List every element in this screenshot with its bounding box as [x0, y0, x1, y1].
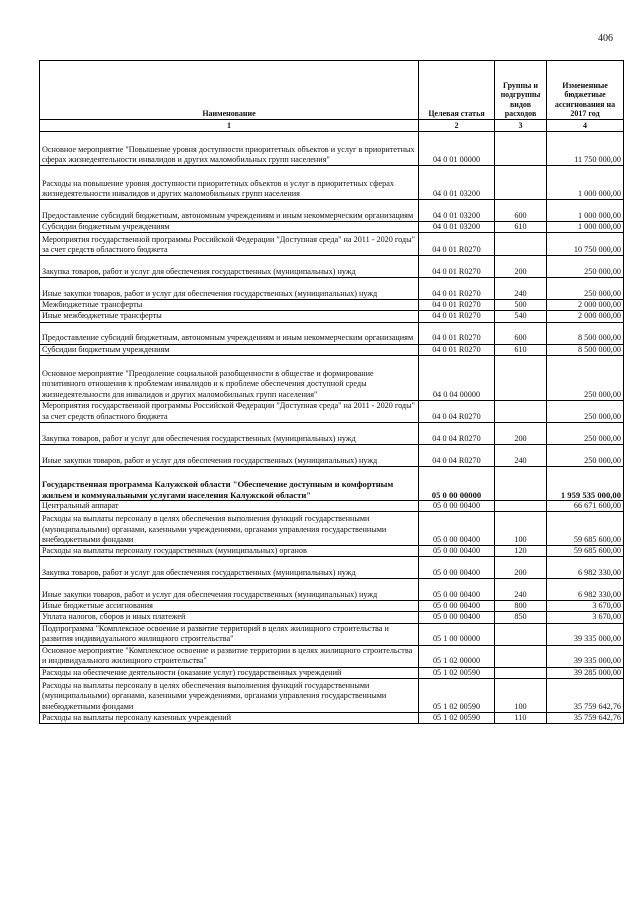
row-name: Центральный аппарат: [40, 500, 419, 511]
table-row: [40, 400, 624, 422]
row-code: 05 0 00 00400: [419, 546, 495, 557]
row-amount: 6 982 330,00: [547, 557, 624, 579]
row-group: 610: [495, 222, 547, 233]
row-amount: 39 335 000,00: [547, 645, 624, 667]
row-group: 100: [495, 678, 547, 712]
row-amount: 8 500 000,00: [547, 322, 624, 344]
table-row: [40, 200, 624, 222]
table-row: [40, 233, 624, 256]
table-row: [40, 612, 624, 623]
table-row: [40, 444, 624, 466]
row-amount: 250 000,00: [547, 422, 624, 444]
row-amount: 59 685 600,00: [547, 546, 624, 557]
row-name: Закупка товаров, работ и услуг для обеспечения государственных (муниципальных) нужд: [40, 256, 419, 278]
budget-table: [39, 60, 624, 724]
row-group: 600: [495, 200, 547, 222]
table-row: [40, 623, 624, 645]
row-name: Основное мероприятие "Комплексное освоение и развитие территории в целях жилищного строительства и индивидуального жилищного строительства": [40, 645, 419, 667]
row-amount: 66 671 600,00: [547, 500, 624, 511]
row-amount: 250 000,00: [547, 444, 624, 466]
row-name: Расходы на повышение уровня доступности приоритетных объектов и услуг в приоритетных сферах жизнедеятельности инвалидов и других маломобильных групп населения: [40, 166, 419, 200]
row-amount: 39 335 000,00: [547, 623, 624, 645]
row-amount: 1 000 000,00: [547, 222, 624, 233]
table-row: [40, 322, 624, 344]
table-row: [40, 278, 624, 300]
table-row: [40, 712, 624, 723]
row-name: Иные закупки товаров, работ и услуг для обеспечения государственных (муниципальных) нужд: [40, 444, 419, 466]
table-row: [40, 300, 624, 311]
row-code: 05 0 00 00400: [419, 557, 495, 579]
row-group: 850: [495, 612, 547, 623]
row-amount: 39 285 000,00: [547, 667, 624, 678]
row-group: 600: [495, 322, 547, 344]
row-code: 05 0 00 00000: [419, 466, 495, 500]
row-name: Уплата налогов, сборов и иных платежей: [40, 612, 419, 623]
row-group: 200: [495, 557, 547, 579]
row-amount: 3 670,00: [547, 612, 624, 623]
row-code: 04 0 04 R0270: [419, 422, 495, 444]
row-amount: 11 750 000,00: [547, 132, 624, 166]
row-name: Предоставление субсидий бюджетным, автономным учреждениям и иным некоммерческим организациям: [40, 322, 419, 344]
row-name: Иные межбюджетные трансферты: [40, 311, 419, 322]
row-amount: 1 000 000,00: [547, 166, 624, 200]
row-group: [495, 132, 547, 166]
row-name: Иные бюджетные ассигнования: [40, 601, 419, 612]
row-code: 04 0 04 R0270: [419, 400, 495, 422]
row-code: 04 0 01 03200: [419, 166, 495, 200]
table-row: [40, 311, 624, 322]
row-group: 110: [495, 712, 547, 723]
row-group: [495, 500, 547, 511]
table-row: [40, 601, 624, 612]
row-code: 04 0 01 R0270: [419, 344, 495, 355]
row-code: 04 0 01 R0270: [419, 278, 495, 300]
row-code: 05 0 00 00400: [419, 579, 495, 601]
table-row: [40, 355, 624, 400]
row-name: Предоставление субсидий бюджетным, автономным учреждениям и иным некоммерческим организациям: [40, 200, 419, 222]
row-group: [495, 623, 547, 645]
row-group: 240: [495, 444, 547, 466]
row-code: 05 1 02 00000: [419, 645, 495, 667]
row-amount: 1 000 000,00: [547, 200, 624, 222]
row-amount: 2 000 000,00: [547, 300, 624, 311]
row-group: [495, 166, 547, 200]
row-code: 05 0 00 00400: [419, 512, 495, 546]
row-code: 04 0 01 03200: [419, 200, 495, 222]
row-group: 100: [495, 512, 547, 546]
column-index-row: [40, 120, 624, 132]
row-code: 05 1 02 00590: [419, 712, 495, 723]
row-amount: 250 000,00: [547, 400, 624, 422]
row-amount: 2 000 000,00: [547, 311, 624, 322]
header-name: Наименование: [40, 61, 419, 120]
row-name: Мероприятия государственной программы Российской Федерации "Доступная среда" на 2011 - 2020 годы" за счет средств областного бюджета: [40, 233, 419, 256]
column-index: 3: [495, 120, 547, 132]
row-group: 240: [495, 579, 547, 601]
row-group: [495, 466, 547, 500]
table-row: [40, 678, 624, 712]
row-code: 04 0 01 03200: [419, 222, 495, 233]
row-group: [495, 400, 547, 422]
table-row: [40, 132, 624, 166]
table-row: [40, 512, 624, 546]
table-row: [40, 466, 624, 500]
row-code: 04 0 01 00000: [419, 132, 495, 166]
row-name: Закупка товаров, работ и услуг для обеспечения государственных (муниципальных) нужд: [40, 422, 419, 444]
table-row: [40, 557, 624, 579]
row-name: Субсидии бюджетным учреждениям: [40, 222, 419, 233]
row-code: 04 0 01 R0270: [419, 322, 495, 344]
header-amount: Измененные бюджетные ассигнования на 2017 год: [547, 61, 624, 120]
column-index: 4: [547, 120, 624, 132]
table-row: [40, 579, 624, 601]
row-name: Межбюджетные трансферты: [40, 300, 419, 311]
row-amount: 250 000,00: [547, 355, 624, 400]
table-row: [40, 422, 624, 444]
row-amount: 35 759 642,76: [547, 712, 624, 723]
row-code: 04 0 04 R0270: [419, 444, 495, 466]
table-row: [40, 667, 624, 678]
row-group: 610: [495, 344, 547, 355]
row-name: Иные закупки товаров, работ и услуг для обеспечения государственных (муниципальных) нужд: [40, 278, 419, 300]
row-name: Субсидии бюджетным учреждениям: [40, 344, 419, 355]
page-number: 406: [598, 33, 613, 44]
row-group: 240: [495, 278, 547, 300]
row-amount: 250 000,00: [547, 278, 624, 300]
row-name: Мероприятия государственной программы Российской Федерации "Доступная среда" на 2011 - 2020 годы" за счет средств областного бюджета: [40, 400, 419, 422]
row-amount: 35 759 642,76: [547, 678, 624, 712]
row-code: 04 0 01 R0270: [419, 256, 495, 278]
row-group: 500: [495, 300, 547, 311]
row-group: [495, 233, 547, 256]
row-group: 800: [495, 601, 547, 612]
row-code: 05 1 00 00000: [419, 623, 495, 645]
column-index: 2: [419, 120, 495, 132]
row-name: Расходы на выплаты персоналу в целях обеспечения выполнения функций государственными (муниципальными) органами, казенными учреждениями, органами управления государственными внебюджетными фондами: [40, 678, 419, 712]
row-name: Расходы на выплаты персоналу казенных учреждений: [40, 712, 419, 723]
row-group: 540: [495, 311, 547, 322]
row-name: Расходы на выплаты персоналу в целях обеспечения выполнения функций государственными (муниципальными) органами, казенными учреждениями, органами управления государственными внебюджетными фондами: [40, 512, 419, 546]
row-name: Основное мероприятие "Преодоление социальной разобщенности в обществе и формирование позитивного отношения к проблемам инвалидов и к проблеме обеспечения доступной среды жизнедеятельности для инвалидов и других маломобильных групп населения": [40, 355, 419, 400]
row-code: 04 0 01 R0270: [419, 311, 495, 322]
row-group: [495, 645, 547, 667]
row-name: Расходы на выплаты персоналу государственных (муниципальных) органов: [40, 546, 419, 557]
row-code: 05 1 02 00590: [419, 678, 495, 712]
row-code: 05 0 00 00400: [419, 500, 495, 511]
row-group: 200: [495, 422, 547, 444]
row-amount: 8 500 000,00: [547, 344, 624, 355]
row-code: 04 0 01 R0270: [419, 233, 495, 256]
row-amount: 59 685 600,00: [547, 512, 624, 546]
table-row: [40, 645, 624, 667]
row-name: Подпрограмма "Комплексное освоение и развитие территорий в целях жилищного строительства и развития индивидуального жилищного строительства": [40, 623, 419, 645]
row-group: 200: [495, 256, 547, 278]
table-header-row: [40, 61, 624, 120]
table-row: [40, 500, 624, 511]
row-group: [495, 355, 547, 400]
column-index: 1: [40, 120, 419, 132]
table-row: [40, 166, 624, 200]
header-group: Группы и подгруппы видов расходов: [495, 61, 547, 120]
table-row: [40, 344, 624, 355]
row-code: 05 1 02 00590: [419, 667, 495, 678]
table-row: [40, 256, 624, 278]
row-amount: 10 750 000,00: [547, 233, 624, 256]
row-code: 05 0 00 00400: [419, 612, 495, 623]
row-name: Основное мероприятие "Повышение уровня доступности приоритетных объектов и услуг в приоритетных сферах жизнедеятельности инвалидов и других маломобильных групп населения": [40, 132, 419, 166]
row-code: 04 0 01 R0270: [419, 300, 495, 311]
table-row: [40, 222, 624, 233]
row-code: 05 0 00 00400: [419, 601, 495, 612]
row-name: Иные закупки товаров, работ и услуг для обеспечения государственных (муниципальных) нужд: [40, 579, 419, 601]
table-row: [40, 546, 624, 557]
row-code: 04 0 04 00000: [419, 355, 495, 400]
header-code: Целевая статья: [419, 61, 495, 120]
row-amount: 1 959 535 000,00: [547, 466, 624, 500]
row-amount: 6 982 330,00: [547, 579, 624, 601]
row-group: [495, 667, 547, 678]
row-amount: 3 670,00: [547, 601, 624, 612]
row-group: 120: [495, 546, 547, 557]
row-name: Государственная программа Калужской области "Обеспечение доступным и комфортным жильем и коммунальными услугами населения Калужской области": [40, 466, 419, 500]
row-name: Расходы на обеспечение деятельности (оказание услуг) государственных учреждений: [40, 667, 419, 678]
row-name: Закупка товаров, работ и услуг для обеспечения государственных (муниципальных) нужд: [40, 557, 419, 579]
row-amount: 250 000,00: [547, 256, 624, 278]
